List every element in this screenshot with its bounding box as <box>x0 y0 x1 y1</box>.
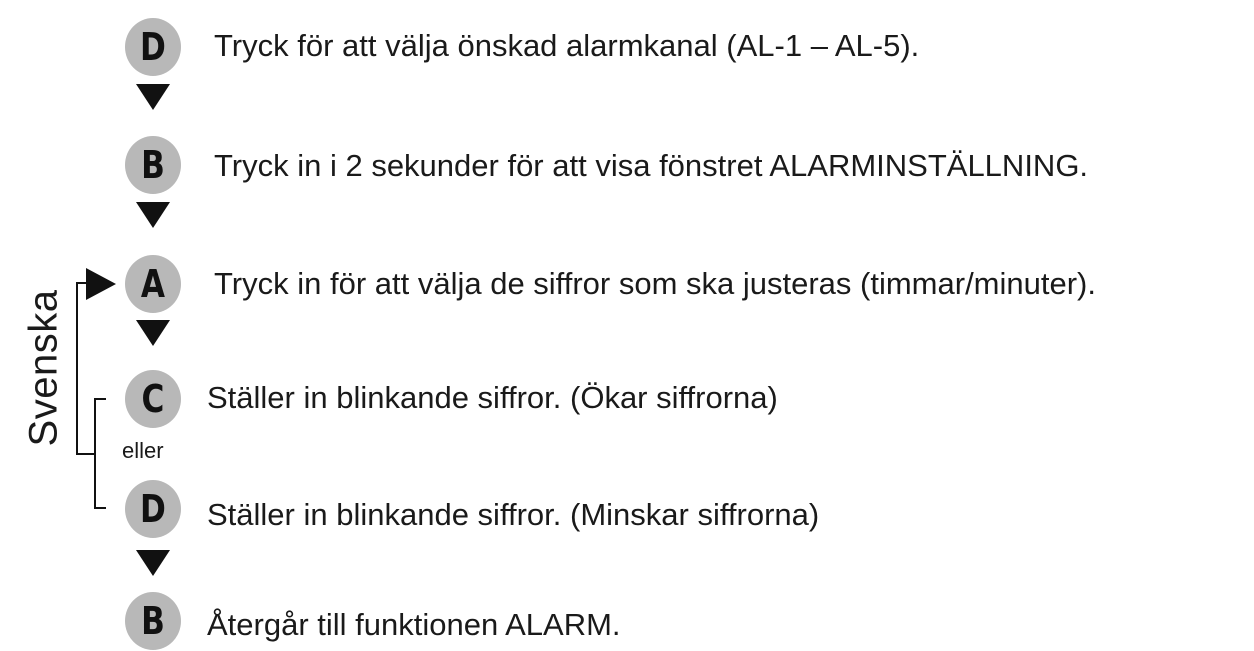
step-text: Ställer in blinkande siffror. (Minskar siffrorna) <box>207 497 820 532</box>
step-text: Tryck för att välja önskad alarmkanal (AL-1 – AL-5). <box>214 28 920 63</box>
button-b-icon <box>125 592 181 650</box>
button-b-icon <box>125 136 181 194</box>
down-arrow-icon <box>136 550 170 576</box>
button-letter: B <box>141 143 165 187</box>
button-d-icon <box>125 480 181 538</box>
down-arrow-icon <box>136 84 170 110</box>
or-label: eller <box>122 438 164 463</box>
bracket-vertical-inner <box>94 398 96 508</box>
down-arrow-icon <box>136 202 170 228</box>
button-letter: D <box>140 25 166 69</box>
step-text: Ställer in blinkande siffror. (Ökar siffrorna) <box>207 380 778 415</box>
bracket-lower-tick <box>94 507 106 509</box>
step-text: Tryck in för att välja de siffror som ska justeras (timmar/minuter). <box>214 266 1096 301</box>
down-arrow-icon <box>136 320 170 346</box>
bracket-middle-arm <box>76 453 94 455</box>
button-letter: D <box>140 487 166 531</box>
bracket-upper-tick <box>94 398 106 400</box>
step-text: Återgår till funktionen ALARM. <box>207 607 621 642</box>
button-letter: C <box>141 377 165 421</box>
button-d-icon <box>125 18 181 76</box>
button-letter: B <box>141 599 165 643</box>
button-letter: A <box>140 262 166 306</box>
side-language-label: Svenska <box>21 289 66 447</box>
button-c-icon <box>125 370 181 428</box>
loop-arrow-icon <box>86 268 116 300</box>
button-a-icon <box>125 255 181 313</box>
bracket-vertical-outer <box>76 282 78 454</box>
step-text: Tryck in i 2 sekunder för att visa fönstret ALARMINSTÄLLNING. <box>214 148 1089 183</box>
